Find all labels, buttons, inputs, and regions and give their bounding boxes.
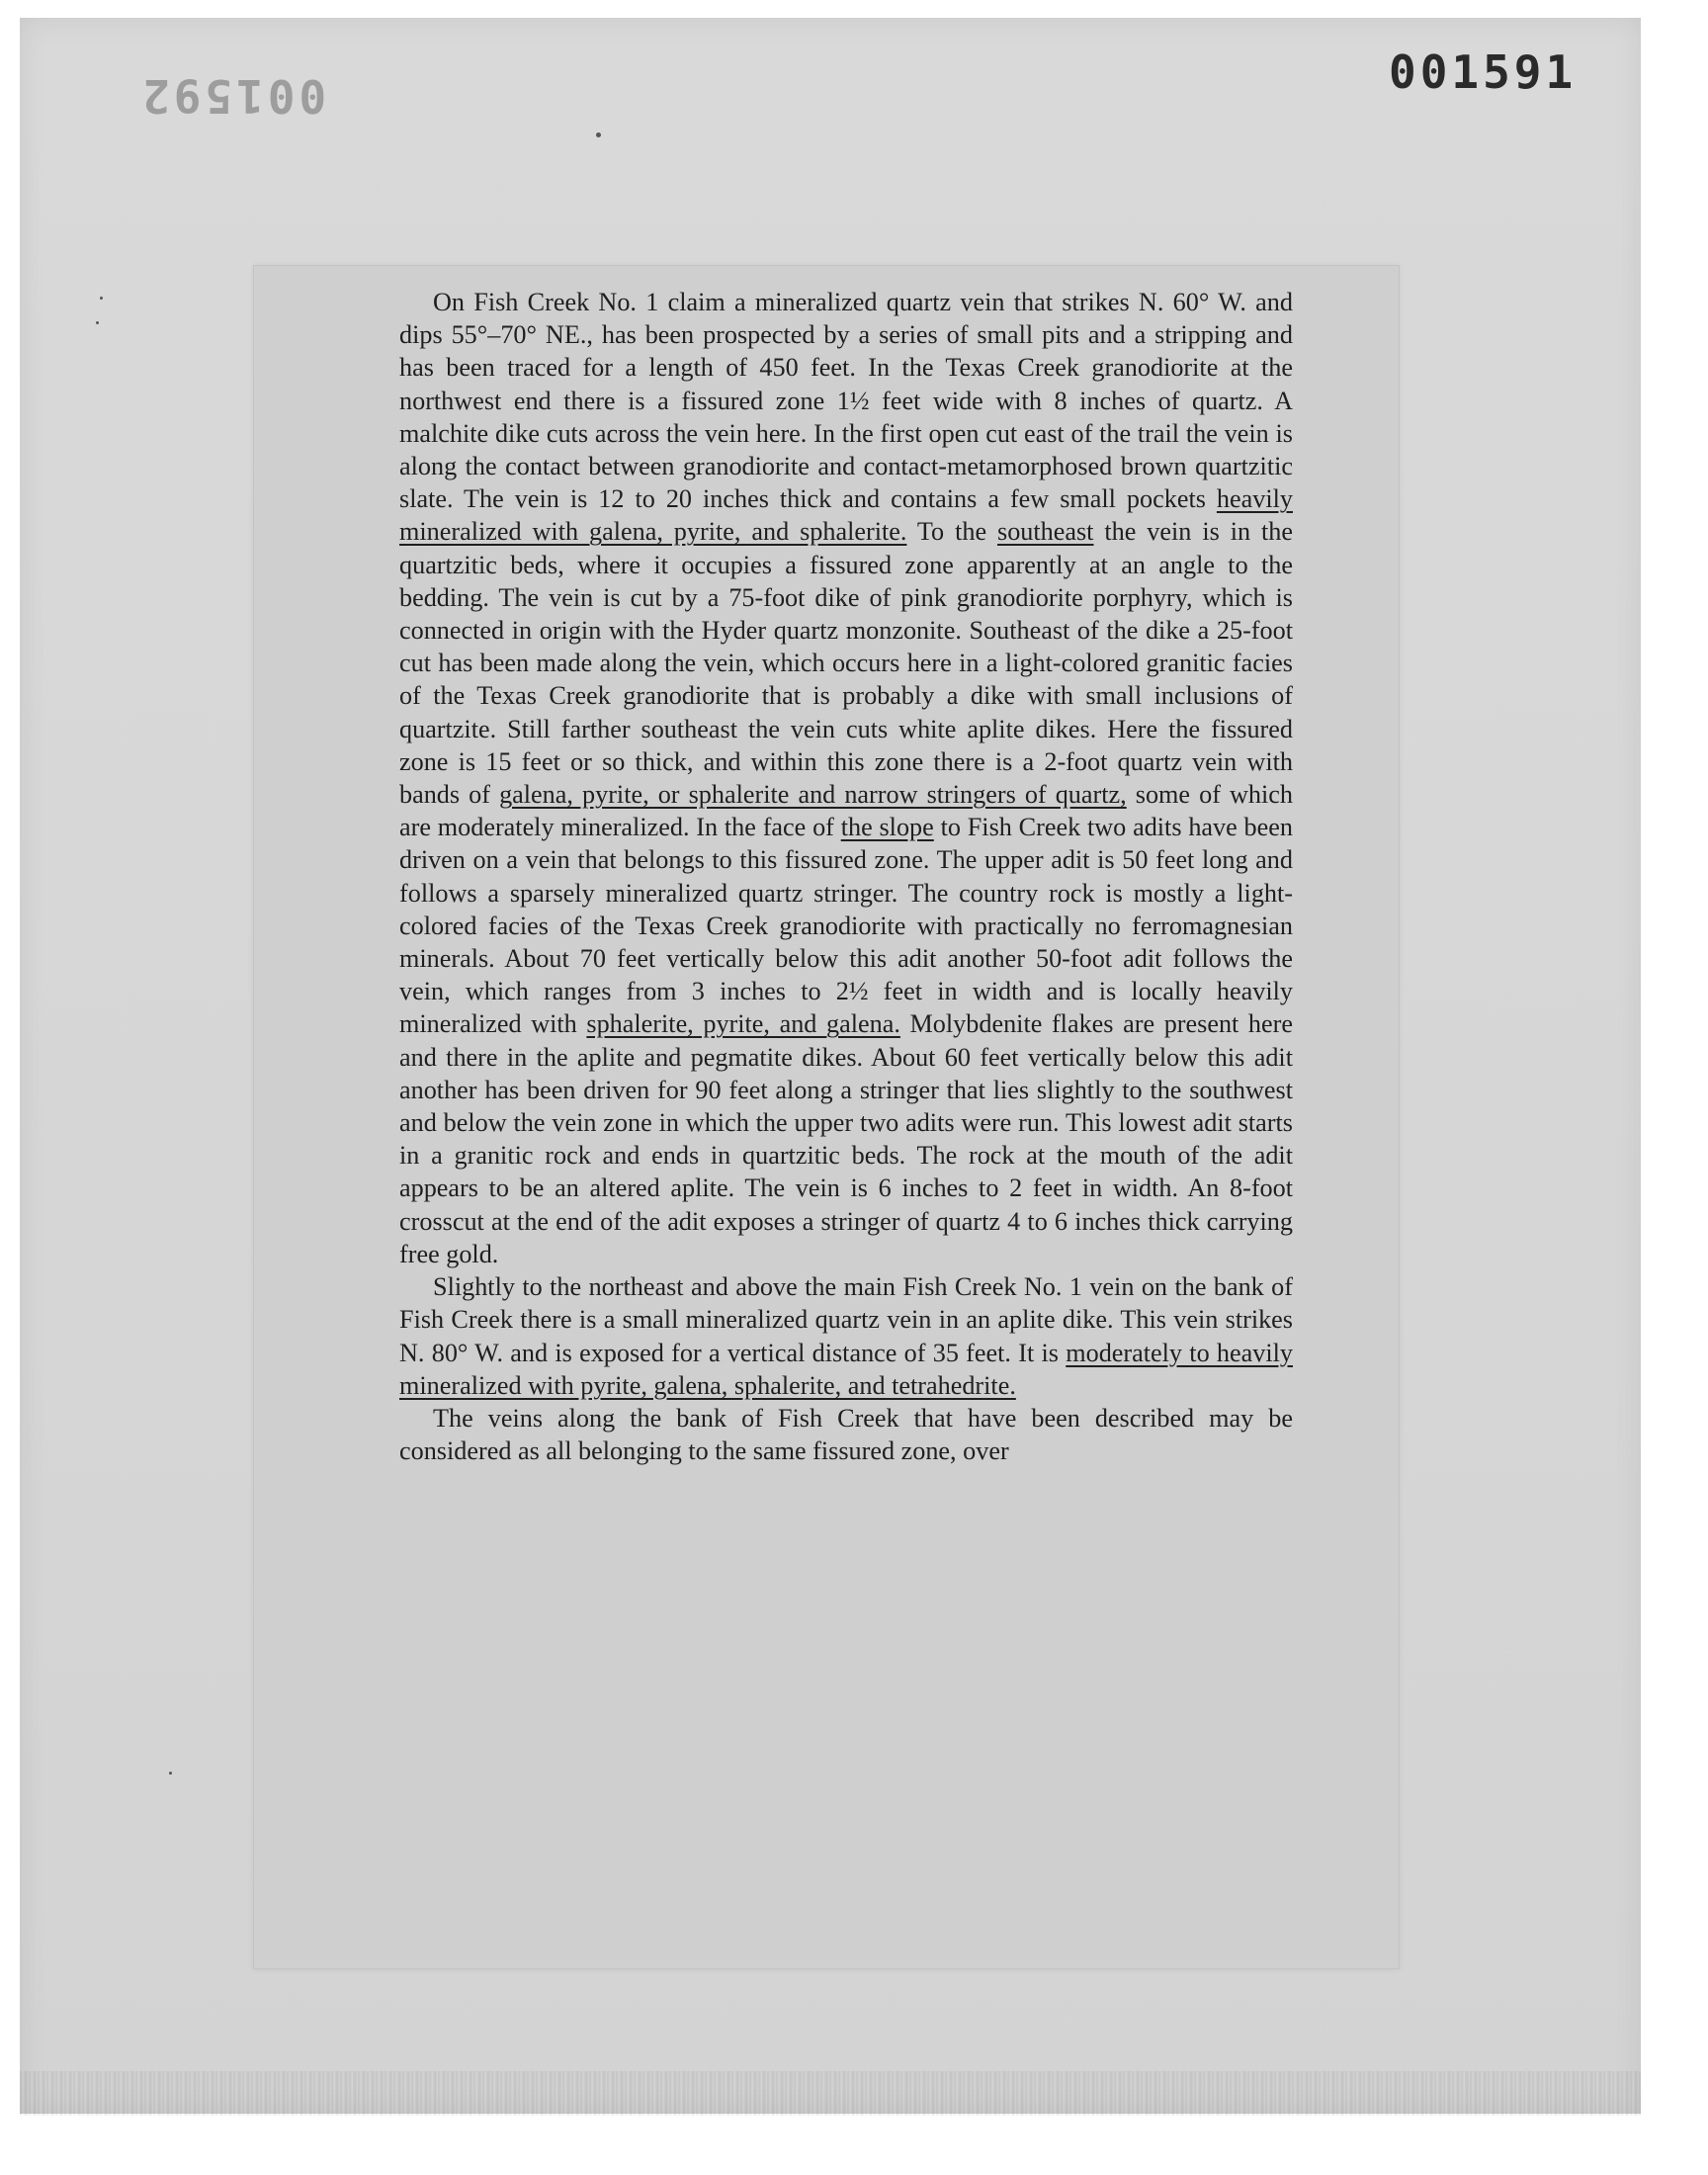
paragraph: [399, 1270, 1293, 1402]
underlined-text: sphalerite, pyrite, and galena.: [586, 1009, 900, 1039]
underlined-text: moderately to heavily mineralized with pyrite, galena, sphalerite, and tetrahedrite.: [399, 1338, 1293, 1400]
document-body-text: [399, 286, 1293, 1467]
text-run: Slightly to the northeast and above the main Fish Creek No. 1 vein on the bank of Fish Creek there is a small mineralized quartz vein in an aplite dike. This vein strikes N. 80° W. and is exposed for a vertical distance of 35 feet. It is: [399, 1272, 1293, 1367]
printed-page: [253, 265, 1400, 1969]
scan-speck: [596, 132, 601, 137]
scan-speck: [96, 321, 99, 324]
text-run: Molybdenite flakes are present here and there in the aplite and pegmatite dikes. About 60 feet vertically below this adit another has been driven for 90 feet along a stringer that lies slightly to the southwest and below the vein zone in which the upper two adits were run. This lowest adit starts in a granitic rock and ends in quartzitic beds. The rock at the mouth of the adit appears to be an altered aplite. The vein is 6 inches to 2 feet in width. An 8-foot crosscut at the end of the adit exposes a stringer of quartz 4 to 6 inches thick carrying free gold.: [399, 1009, 1293, 1268]
scan-speck: [100, 297, 103, 300]
scan-artifact-streaks: [20, 2071, 1641, 2116]
underlined-text: galena, pyrite, or sphalerite and narrow stringers of quartz,: [499, 780, 1127, 810]
text-run: On Fish Creek No. 1 claim a mineralized quartz vein that strikes N. 60° W. and dips 55°–70° NE., has been prospected by a series of small pits and a stripping and has been traced for a length of 450 feet. In the Texas Creek granodiorite at the northwest end there is a fissured zone 1½ feet wide with 8 inches of quartz. A malchite dike cuts across the vein here. In the first open cut east of the trail the vein is along the contact between granodiorite and contact-metamorphosed brown quartzitic slate. The vein is 12 to 20 inches thick and contains a few small pockets: [399, 288, 1293, 514]
text-run: the vein is in the quartzitic beds, where it occupies a fissured zone apparently at an angle to the bedding. The vein is cut by a 75-foot dike of pink granodiorite porphyry, which is connected in origin with the Hyder quartz monzonite. Southeast of the dike a 25-foot cut has been made along the vein, which occurs here in a light-colored granitic facies of the Texas Creek granodiorite that is probably a dike with small inclusions of quartzite. Still farther southeast the vein cuts white aplite dikes. Here the fissured zone is 15 feet or so thick, and within this zone there is a 2-foot quartz vein with bands of: [399, 517, 1293, 810]
text-run: To the: [906, 517, 997, 547]
scan-speck: [169, 1772, 172, 1775]
text-run: to Fish Creek two adits have been driven on a vein that belongs to this fissured zone. The upper adit is 50 feet long and follows a sparsely mineralized quartz stringer. The country rock is mostly a light-colored facies of the Texas Creek granodiorite with practically no ferromagnesian minerals. About 70 feet vertically below this adit another 50-foot adit follows the vein, which ranges from 3 inches to 2½ feet in width and is locally heavily mineralized with: [399, 813, 1293, 1039]
page-stamp-number-mirrored: 001592: [138, 69, 327, 123]
page-stamp-number: 001591: [1389, 45, 1578, 99]
text-run: some of which are moderately mineralized. In the face of: [399, 780, 1294, 842]
underlined-text: southeast: [997, 517, 1094, 547]
underlined-text: heavily mineralized with galena, pyrite, and sphalerite.: [399, 484, 1293, 547]
paragraph: [399, 286, 1293, 1270]
underlined-text: the slope: [840, 813, 934, 842]
paragraph: [399, 1402, 1293, 1467]
text-run: The veins along the bank of Fish Creek that have been described may be considered as all belonging to the same fissured zone, over: [399, 1403, 1293, 1466]
